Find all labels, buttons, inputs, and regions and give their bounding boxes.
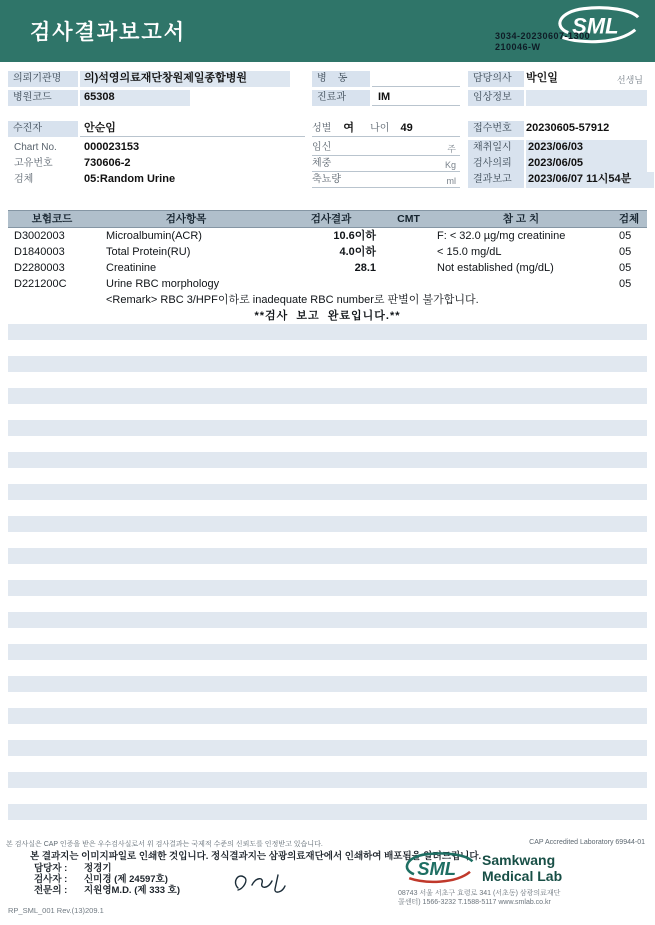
pregnancy-row [312,140,460,156]
cap-accreditation-note: 본 검사실은 CAP 인증을 받은 우수검사실로서 위 검사결과는 국제적 수준의 신뢰도를 인정받고 있습니다. [6,841,323,848]
empty-row [8,324,647,340]
cell-spec: 05 [619,278,632,290]
receipt-label: 접수번호 [468,121,524,137]
lab-address [398,890,560,907]
patient-name-value: 안순임 [80,121,305,137]
cell-spec: 05 [619,230,632,242]
cell-ref [431,276,611,292]
cell-code: D2280003 [14,262,65,274]
empty-row [8,580,647,596]
empty-row [8,788,647,804]
manager-value: 정경기 [83,863,112,874]
weight-label: 체중 [312,158,332,169]
cell-result: 4.0이하 [339,246,376,258]
empty-row [8,596,647,612]
document-codes [495,31,641,53]
empty-row [8,724,647,740]
results-table-body [8,228,647,836]
age-label: 나이 [370,123,390,134]
empty-row [8,340,647,356]
clinical-label: 임상정보 [468,90,524,106]
doc-code-line1: 3034-20230607-1300 [495,31,591,41]
empty-row [8,436,647,452]
doctor-name: 박인일 [526,72,558,84]
col-header-result: 검사결과 [310,213,352,225]
request-date-value: 2023/06/05 [526,156,647,172]
empty-row [8,404,647,420]
lab-name-line2: Medical Lab [482,868,563,884]
empty-row [8,516,647,532]
result-rows [8,228,647,292]
cell-cmt [386,228,431,244]
weight-row [312,156,460,172]
urine-volume-row [312,172,460,188]
manager-label: 담당자 : [34,863,68,874]
cell-cmt [386,276,431,292]
urine-volume-unit: ml [446,176,456,186]
empty-row [8,804,647,820]
examiner-value: 신미경 (제 24597호) [83,874,168,885]
collect-date-value: 2023/06/03 [526,140,647,156]
empty-row [8,660,647,676]
empty-row [8,644,647,660]
chart-no-label: Chart No. [14,142,57,153]
svg-text:SML: SML [417,858,457,879]
remark-row: <Remark> RBC 3/HPF이하로 inadequate RBC number로 판별이 불가합니다. [106,294,479,306]
cell-code: D3002003 [14,230,65,242]
pregnancy-unit: 주 [447,144,456,154]
empty-row [8,612,647,628]
cell-result: 10.6이하 [333,230,376,242]
empty-row [8,708,647,724]
doctor-label: 담당의사 [468,71,524,87]
empty-row [8,356,647,372]
dept-value: IM [372,90,460,106]
cell-spec: 05 [619,246,632,258]
cell-cmt [386,244,431,260]
cell-ref: Not established (mg/dL) [437,262,554,274]
empty-row [8,676,647,692]
sex-label: 성별 [312,123,332,134]
result-row [8,260,647,276]
report-date-value: 2023/06/07 11시54분 [526,172,654,188]
document-revision: RP_SML_001 Rev.(13)209.1 [8,906,104,915]
result-row [8,244,647,260]
examiner-label: 검사자 : [34,874,68,885]
empty-row [8,484,647,500]
empty-row [8,468,647,484]
cell-result [276,276,386,292]
col-header-specimen: 검체 [618,213,640,225]
lab-address-line1: 08743 서울 서초구 효령로 341 (서초동) 삼광의료재단 [398,890,561,897]
hospital-code-label: 병원코드 [8,90,78,106]
urine-volume-label: 축뇨량 [312,174,341,185]
age-value: 49 [400,122,413,134]
sex-value: 여 [343,122,355,134]
uid-label: 고유번호 [14,158,53,169]
empty-row [8,756,647,772]
collect-date-label: 채취일시 [468,140,524,156]
org-label: 의뢰기관명 [8,71,78,87]
cell-item: Urine RBC morphology [106,278,220,290]
cell-ref: F: < 32.0 µg/mg creatinine [437,230,566,242]
empty-row [8,820,647,836]
empty-row [8,548,647,564]
cell-item: Creatinine [106,262,157,274]
results-table-header [8,210,647,228]
result-row [8,276,647,292]
col-header-insurance-code: 보험코드 [31,213,73,225]
specimen-value: 05:Random Urine [84,173,176,185]
col-header-reference: 참 고 치 [502,213,540,225]
request-date-label: 검사의뢰 [468,156,524,172]
cell-ref: < 15.0 mg/dL [437,246,502,258]
ward-label: 병 동 [312,71,370,87]
receipt-value: 20230605-57912 [526,122,610,134]
empty-row [8,388,647,404]
specimen-label: 검체 [14,174,34,185]
hospital-code-value: 65308 [80,90,190,106]
empty-row [8,564,647,580]
empty-row [8,740,647,756]
uid-value: 730606-2 [84,157,131,169]
cell-cmt [386,260,431,276]
signature-icon [228,870,292,896]
ward-value [372,71,460,87]
lab-name [482,852,562,884]
header-bar [0,0,655,62]
empty-row [8,420,647,436]
specialist-value: 지원영M.D. (제 333 호) [83,885,181,896]
doc-code-line2: 210046-W [495,42,541,52]
cell-code: D1840003 [14,246,65,258]
patient-name-label: 수진자 [8,121,78,137]
result-row [8,228,647,244]
org-value: 의)석영의료재단창원제일종합병원 [80,71,290,87]
specialist-label: 전문의 : [34,885,68,896]
cell-item: Total Protein(RU) [106,246,191,258]
report-date-label: 결과보고 [468,172,524,188]
doctor-value [526,71,647,87]
report-complete-row: **검사 보고 완료입니다.** [254,310,401,322]
cell-result: 28.1 [354,262,376,274]
empty-row [8,692,647,708]
empty-row [8,452,647,468]
col-header-cmt: CMT [397,213,420,225]
empty-row [8,500,647,516]
empty-row [8,628,647,644]
cell-code: D221200C [14,278,67,290]
empty-row [8,372,647,388]
chart-no-value: 000023153 [84,141,140,153]
col-header-test-item: 검사항목 [165,213,207,225]
svg-text:SML: SML [572,13,619,39]
cap-accreditation-number: CAP Accredited Laboratory 69944-01 [529,839,645,846]
lab-name-line1: Samkwang [482,852,556,868]
sml-logo-footer-icon [398,846,478,888]
pregnancy-label: 임신 [312,142,332,153]
report-title: 검사결과보고서 [30,21,187,44]
lab-address-line2: 콜센터) 1566-3232 T.1588-5117 www.smlab.co.kr [398,898,551,906]
clinical-value [526,90,647,106]
empty-rows [8,324,647,836]
dept-label: 진료과 [312,90,370,106]
specialist-line [34,882,180,896]
empty-row [8,532,647,548]
sex-age-row [312,121,460,137]
cell-item: Microalbumin(ACR) [106,230,202,242]
doctor-suffix: 선생님 [616,75,643,85]
empty-row [8,772,647,788]
print-notice: 본 결과지는 이미지파일로 인쇄한 것입니다. 정식결과지는 삼광의료재단에서 인쇄하여 배포됨을 알려드립니다. [30,851,482,862]
weight-unit: Kg [444,160,456,170]
cell-spec: 05 [619,262,632,274]
